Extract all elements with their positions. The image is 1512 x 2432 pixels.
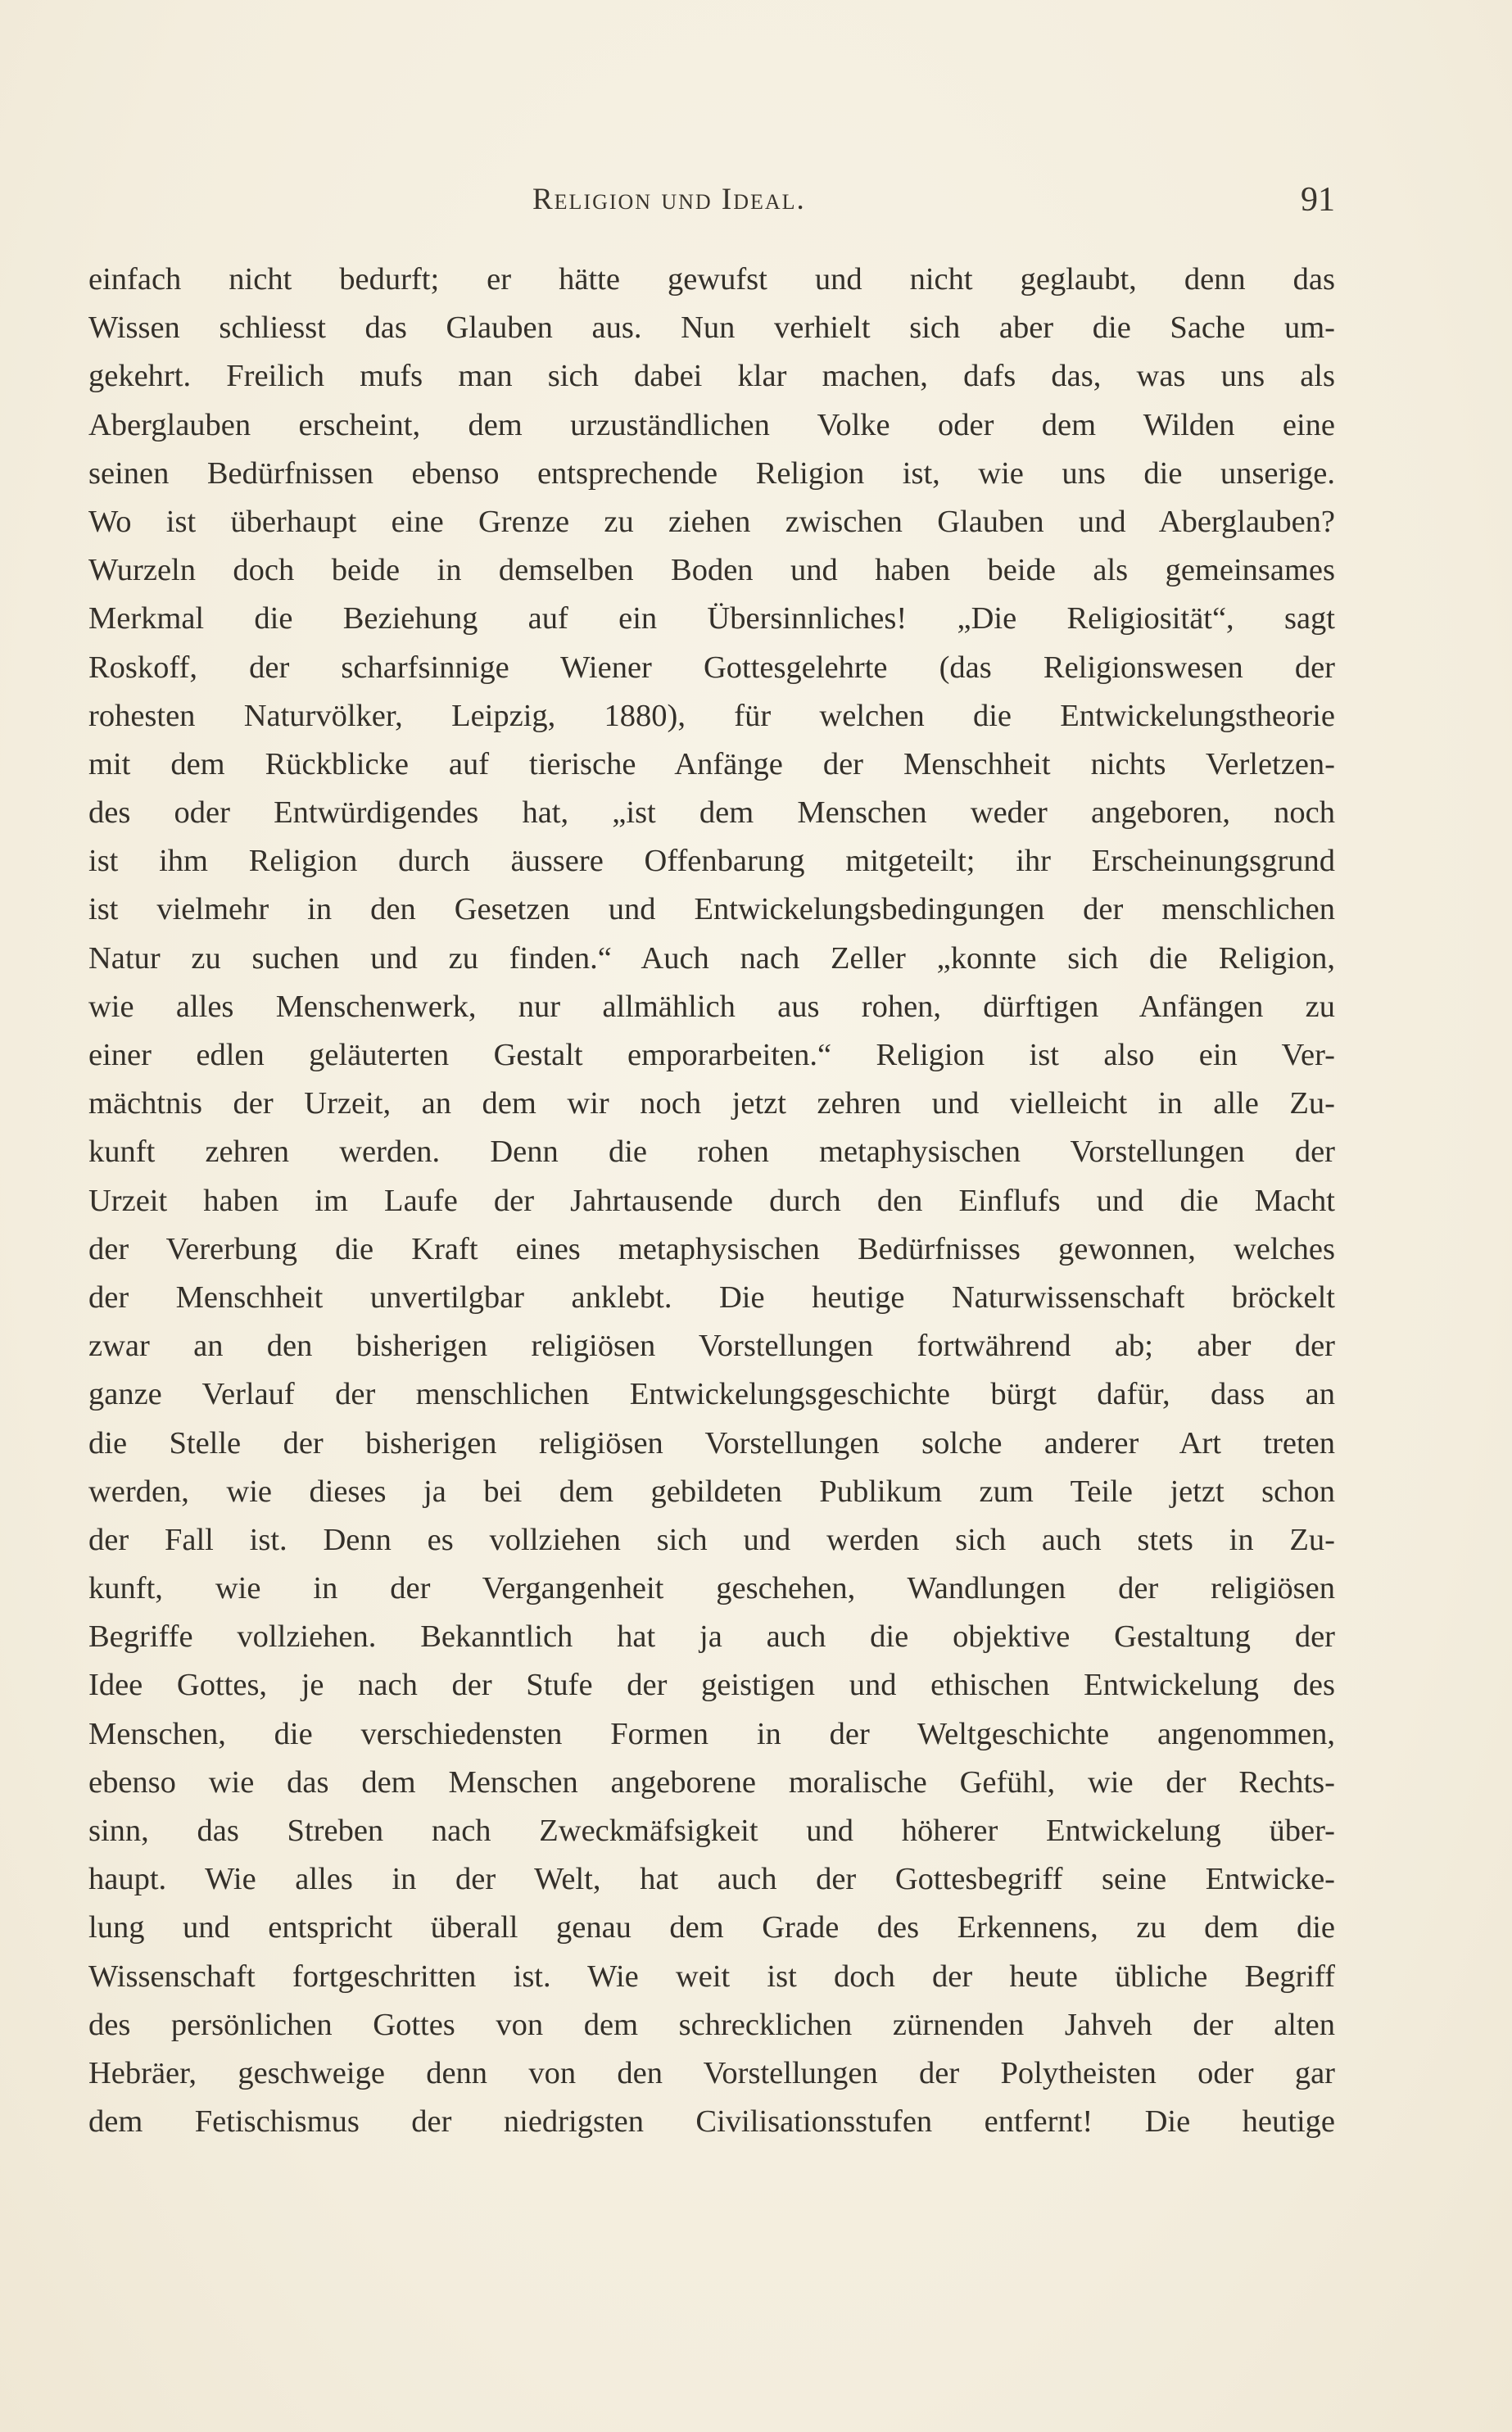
text-line: sinn, das Streben nach Zweckmäfsigkeit und höherer Entwickelung über-	[88, 1814, 1335, 1848]
running-head	[90, 182, 1335, 231]
text-line: ist vielmehr in den Gesetzen und Entwickelungsbedingungen der menschlichen	[88, 892, 1335, 927]
text-line: Wurzeln doch beide in demselben Boden und haben beide als gemeinsames	[88, 553, 1335, 588]
text-line: Menschen, die verschiedensten Formen in der Weltgeschichte angenommen,	[88, 1716, 1335, 1751]
text-line: wie alles Menschenwerk, nur allmählich aus rohen, dürftigen Anfängen zu	[88, 989, 1335, 1024]
text-line: lung und entspricht überall genau dem Grade des Erkennens, zu dem die	[88, 1910, 1335, 1945]
text-line: Wissenschaft fortgeschritten ist. Wie weit ist doch der heute übliche Begriff	[88, 1959, 1335, 1994]
text-line: der Fall ist. Denn es vollziehen sich und werden sich auch stets in Zu-	[88, 1522, 1335, 1557]
text-line: mit dem Rückblicke auf tierische Anfänge der Menschheit nichts Verletzen-	[88, 746, 1335, 781]
text-line: kunft, wie in der Vergangenheit geschehen, Wandlungen der religiösen	[88, 1571, 1335, 1606]
text-line: Roskoff, der scharfsinnige Wiener Gottesgelehrte (das Religionswesen der	[88, 650, 1335, 685]
text-line: Begriffe vollziehen. Bekanntlich hat ja auch die objektive Gestaltung der	[88, 1619, 1335, 1655]
text-line: Urzeit haben im Laufe der Jahrtausende durch den Einflufs und die Macht	[88, 1183, 1335, 1218]
text-line: dem Fetischismus der niedrigsten Civilisationsstufen entfernt! Die heutige	[88, 2104, 1335, 2140]
text-line: mächtnis der Urzeit, an dem wir noch jetzt zehren und vielleicht in alle Zu-	[88, 1086, 1335, 1121]
body-text	[88, 256, 1335, 2146]
text-line: der Vererbung die Kraft eines metaphysischen Bedürfnisses gewonnen, welches	[88, 1231, 1335, 1266]
text-line: des persönlichen Gottes von dem schrecklichen zürnenden Jahveh der alten	[88, 2007, 1335, 2042]
text-line: Wissen schliesst das Glauben aus. Nun verhielt sich aber die Sache um-	[88, 310, 1335, 346]
text-line: kunft zehren werden. Denn die rohen metaphysischen Vorstellungen der	[88, 1134, 1335, 1170]
text-line: einer edlen geläuterten Gestalt emporarbeiten.“ Religion ist also ein Ver-	[88, 1038, 1335, 1072]
text-line: ist ihm Religion durch äussere Offenbarung mitgeteilt; ihr Erscheinungsgrund	[88, 844, 1335, 879]
running-title: Religion und Ideal.	[532, 183, 806, 216]
text-line: rohesten Naturvölker, Leipzig, 1880), für welchen die Entwickelungstheorie	[88, 698, 1335, 733]
text-line: Natur zu suchen und zu finden.“ Auch nach Zeller „konnte sich die Religion,	[88, 940, 1335, 976]
text-line: die Stelle der bisherigen religiösen Vorstellungen solche anderer Art treten	[88, 1425, 1335, 1461]
text-line: Merkmal die Beziehung auf ein Übersinnliches! „Die Religiosität“, sagt	[88, 601, 1335, 636]
text-line: einfach nicht bedurft; er hätte gewufst und nicht geglaubt, denn das	[88, 262, 1335, 297]
page-number: 91	[1301, 181, 1335, 219]
text-line: ganze Verlauf der menschlichen Entwickelungsgeschichte bürgt dafür, dass an	[88, 1377, 1335, 1412]
text-line: Wo ist überhaupt eine Grenze zu ziehen zwischen Glauben und Aberglauben?	[88, 504, 1335, 539]
text-line: Aberglauben erscheint, dem urzuständlichen Volke oder dem Wilden eine	[88, 407, 1335, 442]
text-line: der Menschheit unvertilgbar anklebt. Die heutige Naturwissenschaft bröckelt	[88, 1279, 1335, 1315]
text-line: des oder Entwürdigendes hat, „ist dem Menschen weder angeboren, noch	[88, 795, 1335, 831]
text-line: gekehrt. Freilich mufs man sich dabei klar machen, dafs das, was uns als	[88, 359, 1335, 394]
text-line: ebenso wie das dem Menschen angeborene moralische Gefühl, wie der Rechts-	[88, 1764, 1335, 1800]
text-line: werden, wie dieses ja bei dem gebildeten Publikum zum Teile jetzt schon	[88, 1474, 1335, 1509]
text-line: haupt. Wie alles in der Welt, hat auch der Gottesbegriff seine Entwicke-	[88, 1862, 1335, 1897]
text-line: seinen Bedürfnissen ebenso entsprechende Religion ist, wie uns die unserige.	[88, 455, 1335, 491]
text-line: Idee Gottes, je nach der Stufe der geistigen und ethischen Entwickelung des	[88, 1668, 1335, 1703]
text-line: Hebräer, geschweige denn von den Vorstellungen der Polytheisten oder gar	[88, 2055, 1335, 2090]
text-line: zwar an den bisherigen religiösen Vorstellungen fortwährend ab; aber der	[88, 1329, 1335, 1364]
